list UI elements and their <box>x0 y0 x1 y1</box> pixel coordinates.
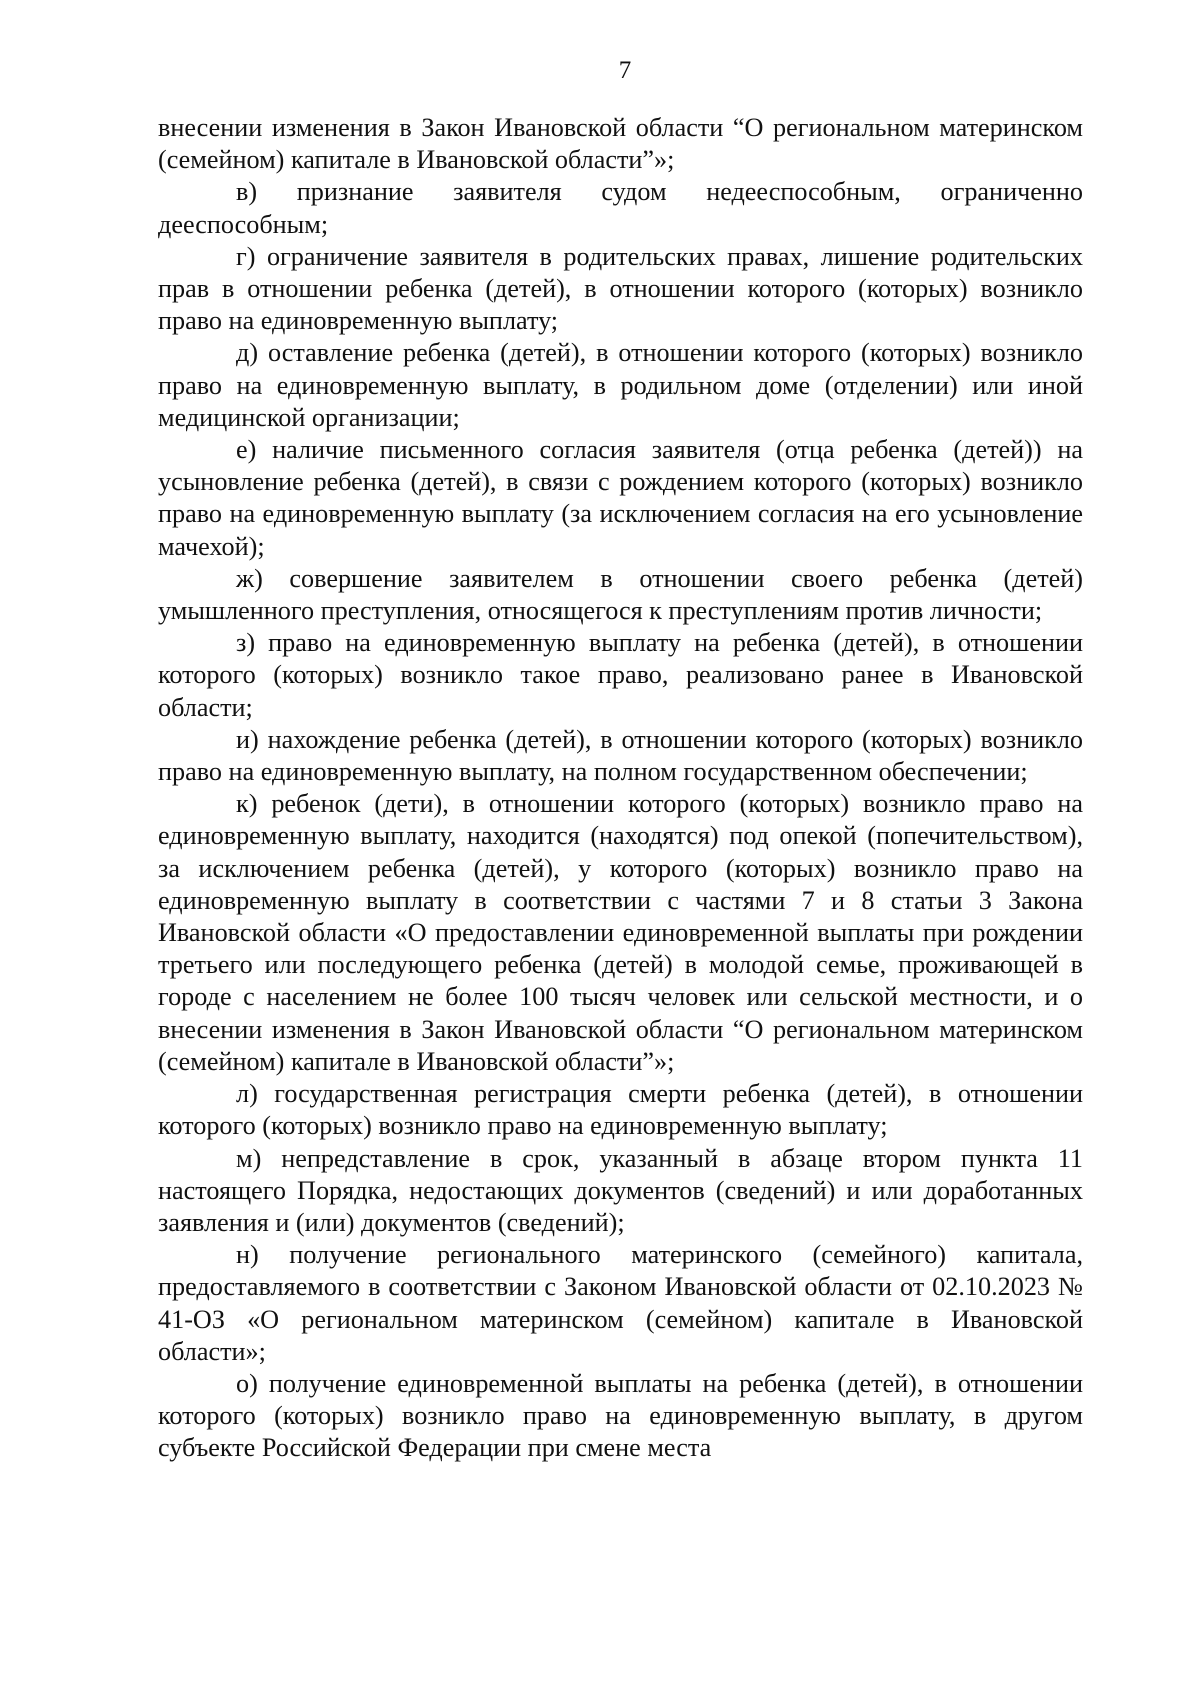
paragraph-continuation: внесении изменения в Закон Ивановской области “О региональном материнском (семейном) капитале в Ивановской области”»; <box>158 113 1083 175</box>
paragraph-item-o: о) получение единовременной выплаты на ребенка (детей), в отношении которого (которых) возникло право на единовременную выплату, в другом субъекте Российской Федерации при смене места <box>158 1368 1083 1463</box>
paragraph-item-v: в) признание заявителя судом недееспособным, ограниченно дееспособным; <box>158 177 1083 239</box>
paragraph-item-z: з) право на единовременную выплату на ребенка (детей), в отношении которого (которых) возникло такое право, реализовано ранее в Ивановской области; <box>158 628 1083 722</box>
page-number: 7 <box>618 57 632 84</box>
paragraph-item-i: и) нахождение ребенка (детей), в отношении которого (которых) возникло право на единовременную выплату, на полном государственном обеспечении; <box>158 724 1083 787</box>
paragraph-item-e: е) наличие письменного согласия заявителя (отца ребенка (детей)) на усыновление ребенка (детей), в связи с рождением которого (которых) возникло право на единовременную выплату (за исключением согласия на его усыновление мачехой); <box>158 435 1083 561</box>
paragraph-item-zh: ж) совершение заявителем в отношении своего ребенка (детей) умышленного преступления, относящегося к преступлениям против личности; <box>158 563 1083 626</box>
paragraph-item-l: л) государственная регистрация смерти ребенка (детей), в отношении которого (которых) возникло право на единовременную выплату; <box>158 1079 1083 1141</box>
paragraph-item-m: м) непредставление в срок, указанный в абзаце втором пункта 11 настоящего Порядка, недостающих документов (сведений) и или доработанных заявления и (или) документов (сведений); <box>158 1143 1083 1237</box>
paragraph-item-k: к) ребенок (дети), в отношении которого (которых) возникло право на единовременную выплату, находится (находятся) под опекой (попечительством), за исключением ребенка (детей), у которого (которых) возникло право на единовременную выплату в соответствии с частями 7 и 8 статьи 3 Закона Ивановской области «О предоставлении единовременной выплаты при рождении третьего или последующего ребенка (детей) в молодой семье, проживающей в городе с населением не более 100 тысяч человек или сельской местности, и о внесении изменения в Закон Ивановской области “О региональном материнском (семейном) капитале в Ивановской области”»; <box>158 789 1083 1076</box>
paragraph-item-d: д) оставление ребенка (детей), в отношении которого (которых) возникло право на единовременную выплату, в родильном доме (отделении) или иной медицинской организации; <box>158 338 1083 432</box>
paragraph-item-n: н) получение регионального материнского (семейного) капитала, предоставляемого в соответствии с Законом Ивановской области от 02.10.2023 № 41-ОЗ «О региональном материнском (семейном) капитале в Ивановской области»; <box>158 1240 1083 1366</box>
paragraph-item-g: г) ограничение заявителя в родительских правах, лишение родительских прав в отношении ребенка (детей), в отношении которого (которых) возникло право на единовременную выплату; <box>158 241 1083 336</box>
document-body <box>158 112 1083 1465</box>
